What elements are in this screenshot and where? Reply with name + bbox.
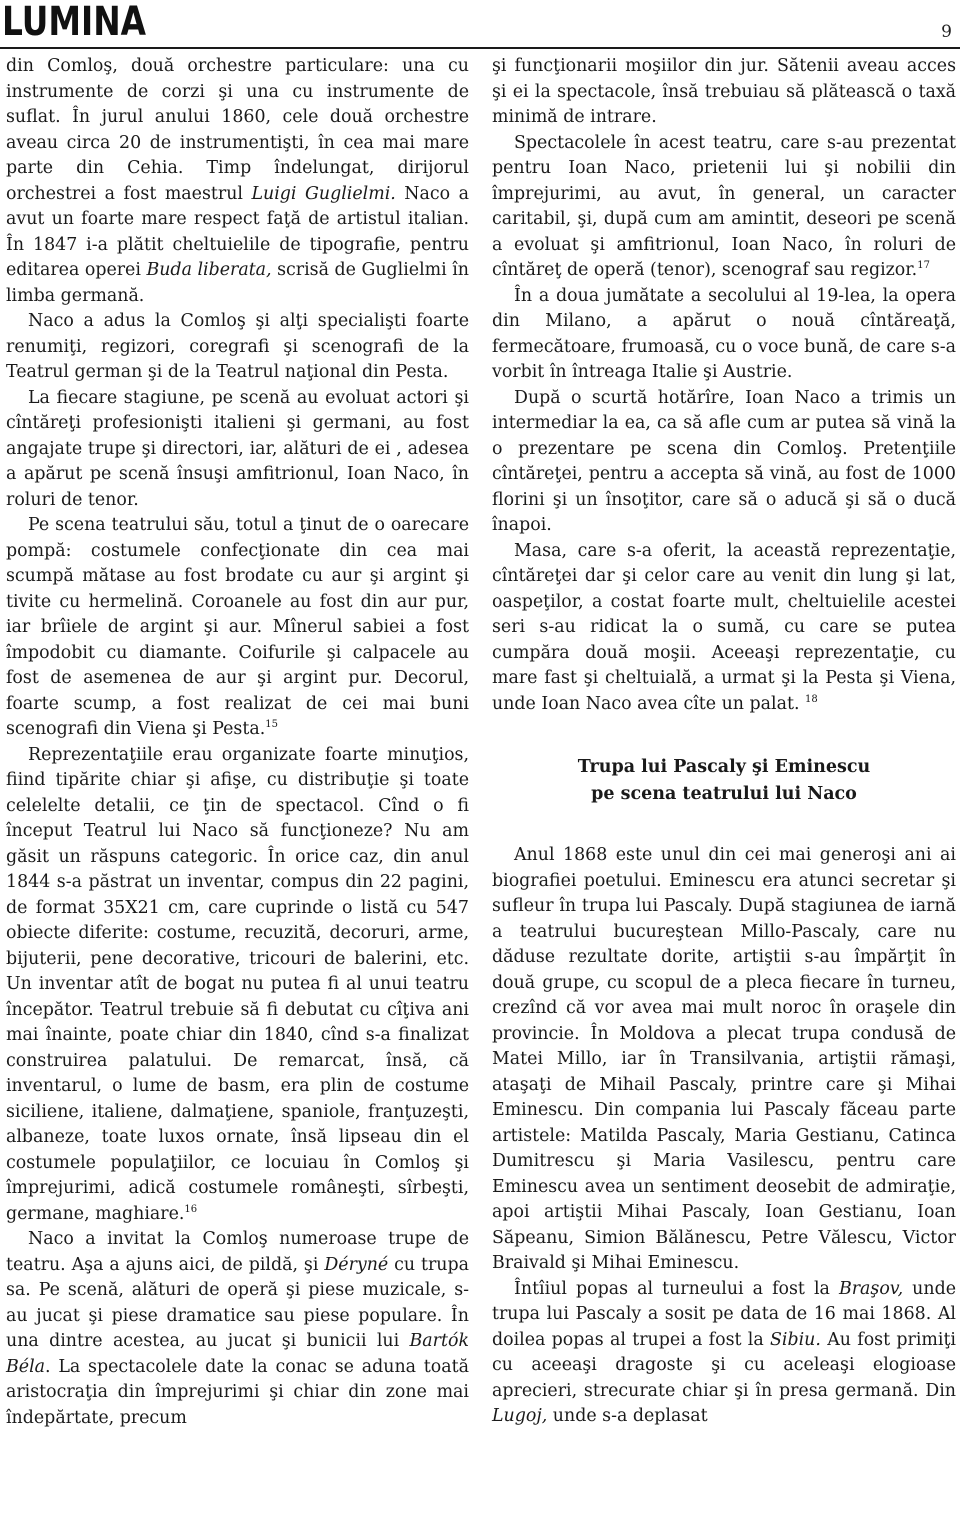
paragraph: şi funcţionarii moşiilor din jur. Sătenii aveau acces şi ei la spectacole, însă trebuiau să plătească o taxă minimă de intrare. xyxy=(492,56,956,127)
italic-name: Bartók Béla xyxy=(6,1331,469,1377)
paragraph xyxy=(6,1227,469,1431)
paragraph: După o scurtă hotărîre, Ioan Naco a trimis un intermediar la ea, ca să afle cum ar putea să vină la o prezentare pe scena din Comloş. Pretenţiile cîntăreţei, pentru a accepta să vină, au fost de 1000 florini şi un însoţitor, care să o aducă şi să o ducă înapoi. xyxy=(492,387,956,535)
text-run: Naco a invitat la Comloş numeroase trupe de teatru. Aşa a ajuns aici, de pildă, şi xyxy=(6,1229,469,1275)
footnote-ref: 15 xyxy=(265,719,278,730)
page-header xyxy=(0,0,960,50)
italic-title: Buda liberata, xyxy=(146,260,272,280)
section-heading-line: Trupa lui Pascaly şi Eminescu xyxy=(577,757,871,777)
text-run: scrisă de Guglielmi în limba germană. xyxy=(6,260,470,306)
right-column xyxy=(492,54,956,1430)
italic-place: Lugoj, xyxy=(492,1406,548,1426)
text-run: . La spectacolele date la conac se aduna toată aristocraţia din împrejurimi şi chiar din zone mai îndepărtate, precum xyxy=(6,1356,469,1428)
italic-place: Sibiu. xyxy=(770,1329,821,1350)
section-heading-line: pe scena teatrului lui Naco xyxy=(591,784,857,804)
paragraph xyxy=(6,54,469,309)
footnote-ref: 17 xyxy=(917,260,930,271)
text-run: Au fost primiţi cu aceeaşi dragoste şi cu aceleaşi elogioase aprecieri, strecurate chiar şi în presa germană. Din xyxy=(492,1329,956,1401)
paragraph xyxy=(492,1277,956,1430)
text-run: Masa, care s-a oferit, la această reprezentaţie, cîntăreţei dar şi celor care au venit din lung şi lat, oaspeţilor, a costat foarte mult, cheltuielile acestei seri s-au ridicat la o sumă, cu care se putea cumpăra două moşii. Aceeaşi reprezentaţie, cu mare fast şi cheltuială, a urmat şi la Pesta şi Viena, unde Ioan Naco avea cîte un palat. xyxy=(492,540,956,714)
text-run: unde s-a deplasat xyxy=(547,1406,708,1426)
text-run: din Comloş, două orchestre particulare: una cu instrumente de corzi şi una cu instrumente de suflat. În jurul anului 1860, cele două orchestre aveau circa 20 de instrumentişti, în cea mai mare parte din Cehia. Timp îndelungat, dirijorul orchestrei a fost maestrul xyxy=(6,56,469,204)
italic-place: Braşov, xyxy=(838,1278,904,1299)
paragraph xyxy=(6,743,469,1228)
masthead-title: LUMINA xyxy=(2,0,147,45)
text-run: Întîiul popas al turneului a fost la xyxy=(514,1278,839,1299)
paragraph: Naco a adus la Comloş şi alţi specialişti foarte renumiţi, regizori, coregrafi şi scenografi de la Teatrul german şi de la Teatrul naţional din Pesta. xyxy=(6,311,469,382)
footnote-ref: 16 xyxy=(184,1203,198,1215)
italic-name: Luigi Guglielmi. xyxy=(251,183,396,204)
paragraph xyxy=(6,513,469,743)
text-run: Pe scena teatrului său, totul a ţinut de o oarecare pompă: costumele confecţionate din cea mai scumpă mătase au fost brodate cu aur şi argint şi tivite cu hermelină. Coroanele au fost din aur pur, iar brîiele de argint şi aur. Mînerul sabiei a fost împodobit cu diamante. Coifurile şi calpacele au fost de asemenea de aur şi argint pur. Decorul, foarte scump, a fost realizat de cei mai buni scenografi din Viena şi Pesta. xyxy=(6,515,469,739)
paragraph xyxy=(492,539,956,718)
italic-name: Déryné xyxy=(324,1254,389,1275)
text-run: Reprezentaţiile erau organizate foarte minuţios, fiind tipărite chiar şi afişe, cu distribuţie şi toate celelelte detalii, ce ţin de spectacol. Cînd o fi început Teatrul lui Naco să funcţioneze? Nu am găsit un răspuns categoric. În orice caz, din anul 1844 s-a păstrat un inventar, compus din 22 pagini, de format 35X21 cm, care cuprinde o listă cu 547 obiecte diferite: costume, recuzită, decoruri, arme, bijuterii, pene decorative, tricouri de balerini, etc. Un inventar atît de bogat nu putea fi al unui teatru începător. Teatrul trebuie să fi debutat cu cîţiva ani mai înainte, poate chiar din 1840, cînd s-a finalizat construirea palatului. De remarcat, însă, că inventarul, o lume de basm, era plin de costume siciliene, italiene, dalmaţiene, spaniole, franţuzeşti, albaneze, toate luxos ornate, însă lipseau din el costumele populaţiilor, ce locuiau în Comloş şi împrejurimi, adică costumele româneşti, sîrbeşti, germane, maghiare. xyxy=(6,744,469,1224)
page-number: 9 xyxy=(941,22,952,42)
paragraph: Anul 1868 este unul din cei mai generoşi ani ai biografiei poetului. Eminescu era atunci secretar şi sufleur în trupa lui Pascaly. După stagiunea de iarnă a teatrului bucureştean Millo-Pascaly, care nu dăduse rezultate dorite, artiştii s-au împărţit în două grupe, cu scopul de a pleca fiecare în turneu, crezînd că vor avea mai mult noroc în oraşele din provincie. În Moldova a plecat trupa condusă de Matei Millo, iar în Transilvania, artiştii rămaşi, ataşaţi de Mihail Pascaly, printre care şi Mihai Eminescu. Din compania lui Pascaly făceau parte artistele: Matilda Pascaly, Maria Gestianu, Catinca Dumitrescu şi Maria Vasilescu, pentru care Eminescu avea un sentiment deosebit de admiraţie, apoi artiştii Mihai Pascaly, Ioan Gestianu, Ioan Săpeanu, Simion Bălănescu, Petre Vălescu, Victor Braivald şi Mihai Eminescu. xyxy=(492,845,956,1273)
footnote-ref: 18 xyxy=(805,693,818,705)
header-rule xyxy=(0,47,960,49)
text-run: Naco a avut un foarte mare respect faţă de artistul italian. În 1847 i-a plătit cheltuielile de tipografie, pentru editarea operei xyxy=(6,183,469,280)
text-run: cu trupa sa. Pe scenă, alături de operă şi piese muzicale, s-au jucat şi piese dramatice sau piese populare. În una dintre acestea, au jucat şi bunicii lui xyxy=(6,1254,469,1351)
paragraph xyxy=(492,131,956,284)
text-run: Spectacolele în acest teatru, care s-au prezentat pentru Ioan Naco, prietenii lui şi nobilii din împrejurimi, au avut, în general, un caracter caritabil, şi, după cum am amintit, deseori pe scenă a evoluat şi amfitrionul, Ioan Naco, în roluri de cîntăreţ de operă (tenor), scenograf sau regizor. xyxy=(492,132,956,280)
paragraph: În a doua jumătate a secolului al 19-lea, la opera din Milano, a apărut o nouă cîntăreaţă, fermecătoare, frumoasă, cu o voce bună, de care s-a vorbit în întreaga Italie şi Austrie. xyxy=(492,285,956,382)
left-column xyxy=(6,54,469,1431)
paragraph: La fiecare stagiune, pe scenă au evoluat actori şi cîntăreţi profesionişti italieni şi germani, au fost angajate trupe şi directori, iar, alături de ei , adesea a apărut pe scenă însuşi amfitrionul, Ioan Naco, în roluri de tenor. xyxy=(6,387,469,510)
text-run: unde trupa lui Pascaly a sosit pe data de 16 mai 1868. Al doilea popas al trupei a fost la xyxy=(492,1278,956,1350)
section-heading xyxy=(492,754,956,808)
